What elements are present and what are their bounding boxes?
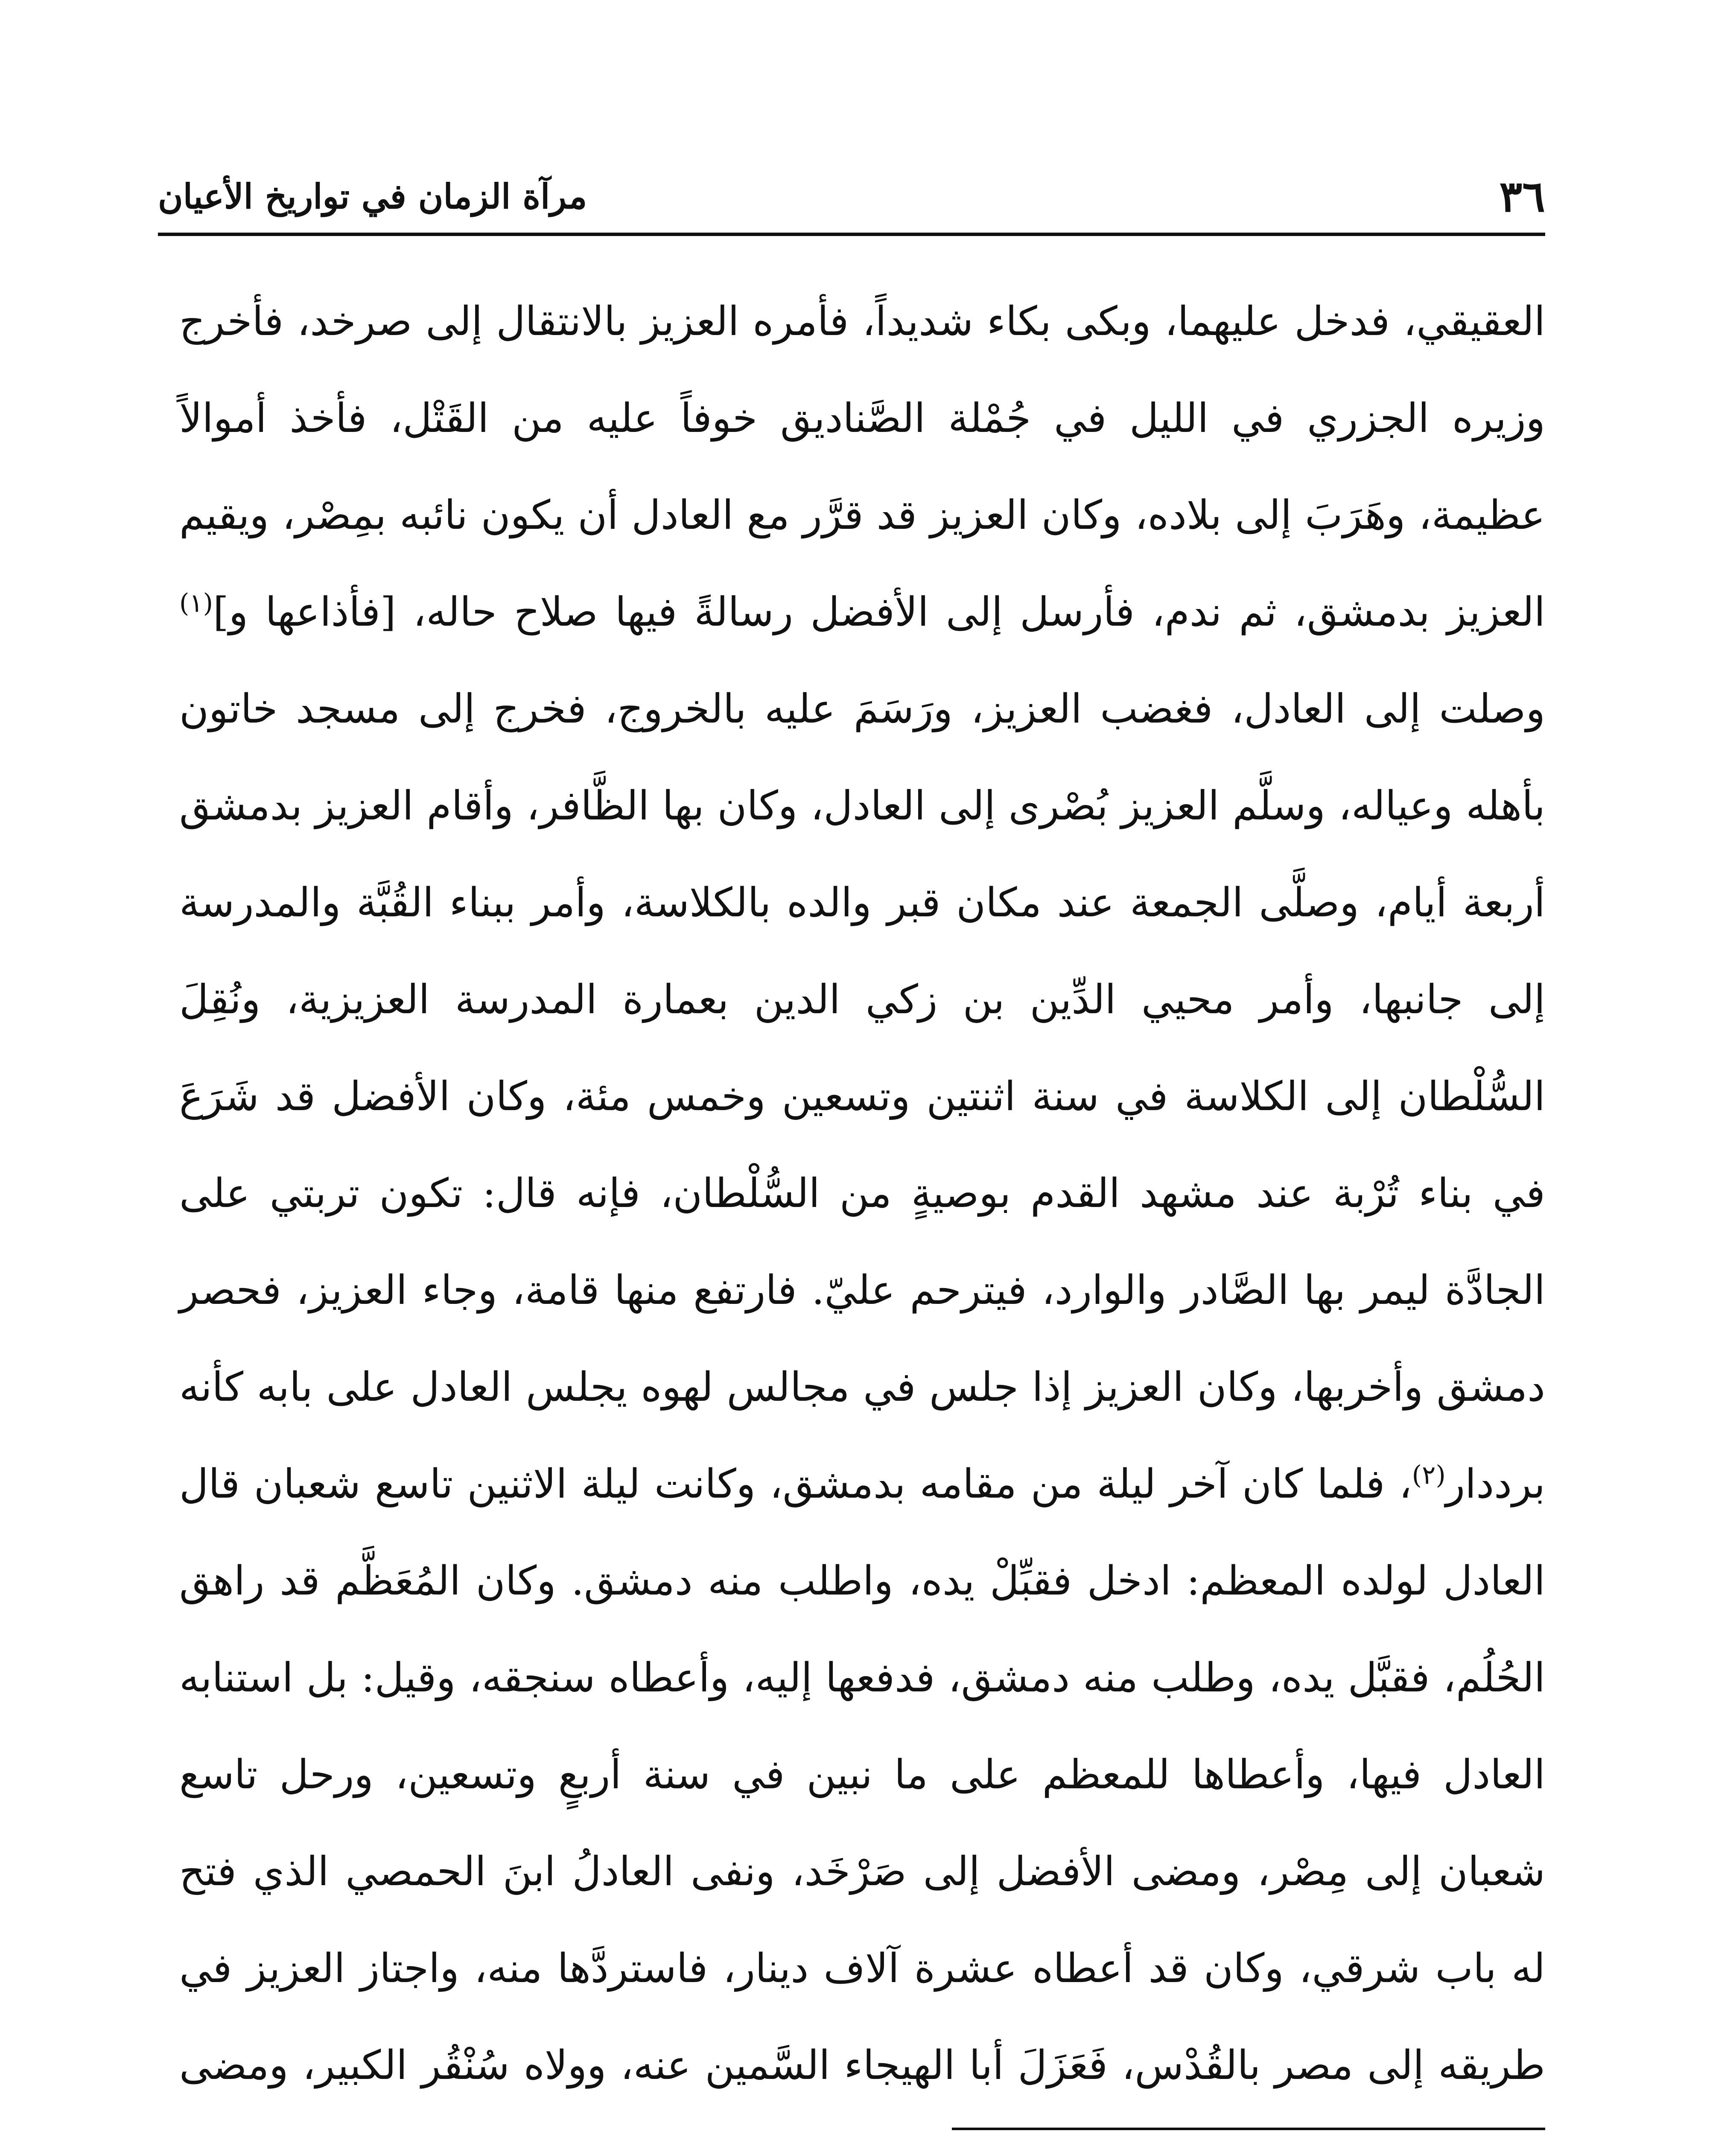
text-segment: ، فلما كان آخر ليلة من مقامه بدمشق، وكانت ليلة الاثنين تاسع شعبان قال العادل لولده المعظم: ادخل فقبِّلْ يده، واطلب منه دمشق. وكان المُعَظَّم قد راهق الحُلُم، فقبَّل يده، وطلب منه دمشق، فدفعها إليه، وأعطاه سنجقه، وقيل: بل استنابه العادل فيها، وأعطاها للمعظم على ما نبين في سنة أربعٍ وتسعين، ورحل تاسع شعبان إلى مِصْر، ومضى الأفضل إلى صَرْخَد، ونفى العادلُ ابنَ الحمصي الذي فتح له باب شرقي، وكان قد أعطاه عشرة آلاف دينار، فاستردَّها منه، واجتاز العزيز في طريقه إلى مصر بالقُدْس، فَعَزَلَ أبا الهيجاء السَّمين عنه، وولاه سُنْقُر الكبير، ومضى <box>179 1461 1545 2089</box>
page-number: ٣٦ <box>1499 171 1545 222</box>
footnote-reference: (٢) <box>1412 1460 1446 1490</box>
text-segment: وصلت إلى العادل، فغضب العزيز، ورَسَمَ عليه بالخروج، فخرج إلى مسجد خاتون بأهله وعياله، وسلَّم العزيز بُصْرى إلى العادل، وكان بها الظَّافر، وأقام العزيز بدمشق أربعة أيام، وصلَّى الجمعة عند مكان قبر والده بالكلاسة، وأمر ببناء القُبَّة والمدرسة إلى جانبها، وأمر محيي الدِّين بن زكي الدين بعمارة المدرسة العزيزية، ونُقِلَ السُّلْطان إلى الكلاسة في سنة اثنتين وتسعين وخمس مئة، وكان الأفضل قد شَرَعَ في بناء تُرْبة عند مشهد القدم بوصيةٍ من السُّلْطان، فإنه قال: تكون تربتي على الجادَّة ليمر بها الصَّادر والوارد، فيترحم عليّ. فارتفع منها قامة، وجاء العزيز، فحصر دمشق وأخربها، وكان العزيز إذا جلس في مجالس لهوه يجلس العادل على بابه كأنه برددار <box>179 686 1545 1507</box>
footnote-rule <box>952 2128 1545 2130</box>
main-text <box>179 273 1545 2134</box>
text-segment: العقيقي، فدخل عليهما، وبكى بكاء شديداً، فأمره العزيز بالانتقال إلى صرخد، فأخرج وزيره الجزري في الليل في جُمْلة الصَّناديق خوفاً عليه من القَتْل، فأخذ أموالاً عظيمة، وهَرَبَ إلى بلاده، وكان العزيز قد قرَّر مع العادل أن يكون نائبه بمِصْر، ويقيم العزيز بدمشق، ثم ندم، فأرسل إلى الأفضل رسالةً فيها صلاح حاله، [فأذاعها و] <box>179 298 1545 636</box>
page-header <box>158 166 1545 230</box>
paragraph <box>179 273 1545 2134</box>
header-rule <box>158 233 1545 236</box>
running-title: مرآة الزمان في تواريخ الأعيان <box>158 176 587 216</box>
footnote-reference: (١) <box>179 588 213 618</box>
